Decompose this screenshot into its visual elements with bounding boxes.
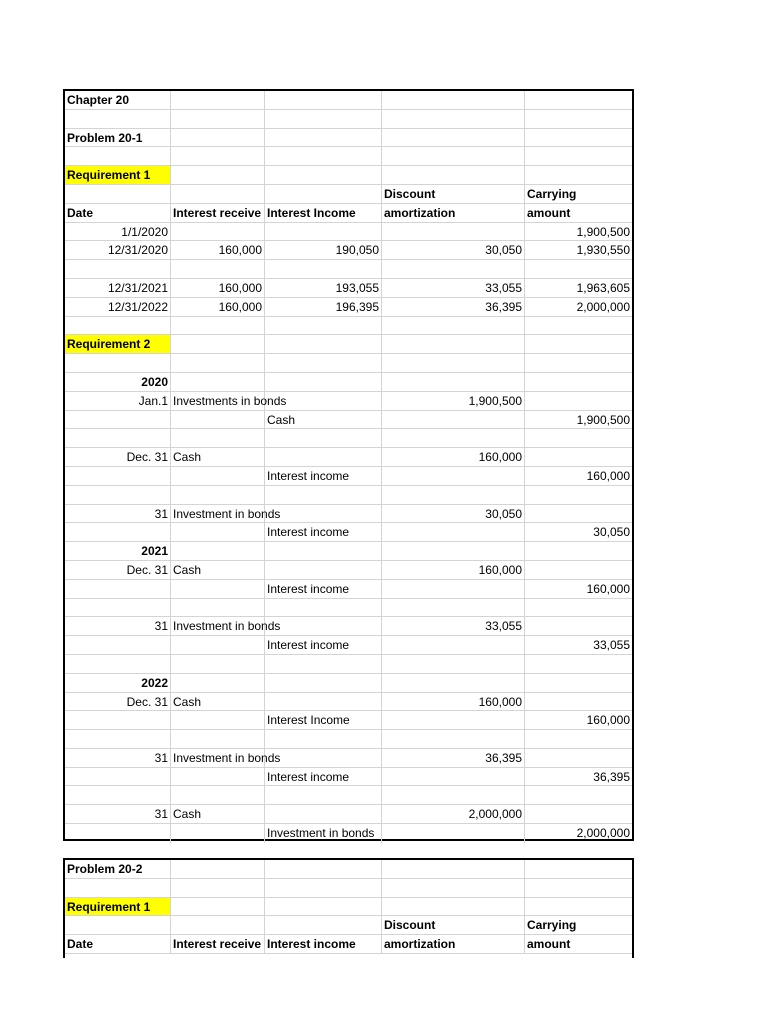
debit-account[interactable]: Investments in bonds (173, 393, 287, 408)
year-label[interactable]: 2021 (65, 542, 171, 560)
schedule-carrying[interactable]: 1,900,500 (576, 224, 630, 239)
debit-amount[interactable]: 1,900,500 (382, 392, 525, 410)
journal-row (65, 749, 632, 768)
debit-amount[interactable]: 36,395 (382, 749, 525, 767)
journal-row (65, 580, 632, 599)
header-interest-received[interactable]: Interest receive (171, 204, 265, 222)
credit-amount[interactable]: 30,050 (593, 525, 630, 540)
table-row (65, 279, 632, 298)
credit-account[interactable]: Cash (265, 411, 382, 429)
credit-account[interactable]: Interest income (265, 467, 382, 485)
journal-row (65, 467, 632, 486)
journal-row (65, 448, 632, 467)
debit-account[interactable]: Investment in bonds (173, 750, 281, 765)
journal-row (65, 617, 632, 636)
header-carrying[interactable]: Carrying (527, 186, 577, 201)
debit-amount[interactable]: 160,000 (382, 693, 525, 711)
journal-row (65, 768, 632, 787)
debit-account[interactable]: Cash (171, 448, 265, 466)
journal-row (65, 373, 632, 392)
debit-account[interactable]: Investment in bonds (173, 619, 281, 634)
schedule-carrying[interactable]: 1,930,550 (576, 243, 630, 258)
schedule-amortization[interactable]: 30,050 (382, 241, 525, 259)
sheet-row (65, 185, 632, 204)
journal-row (65, 805, 632, 824)
table-row (65, 298, 632, 317)
sheet-row (65, 91, 632, 110)
credit-amount[interactable]: 1,900,500 (576, 412, 630, 427)
credit-account[interactable]: Interest Income (265, 711, 382, 729)
sheet-row (65, 935, 632, 954)
header-carrying[interactable]: Carrying (527, 918, 577, 933)
schedule-received[interactable]: 160,000 (171, 298, 265, 316)
credit-account[interactable]: Interest income (265, 523, 382, 541)
problem-20-1-sheet (63, 89, 634, 841)
journal-row (65, 505, 632, 524)
table-row (65, 223, 632, 242)
table-row (65, 260, 632, 279)
journal-row (65, 411, 632, 430)
header-interest-income[interactable]: Interest Income (265, 204, 382, 222)
requirement-1-label[interactable]: Requirement 1 (65, 898, 171, 916)
schedule-received[interactable]: 160,000 (171, 279, 265, 297)
journal-row (65, 674, 632, 693)
schedule-date[interactable]: 12/31/2021 (65, 279, 171, 297)
empty-cell[interactable] (525, 91, 632, 109)
debit-amount[interactable]: 33,055 (382, 617, 525, 635)
credit-amount[interactable]: 33,055 (593, 638, 630, 653)
empty-cell[interactable] (171, 91, 265, 109)
schedule-amortization[interactable]: 36,395 (382, 298, 525, 316)
debit-account[interactable]: Investment in bonds (173, 506, 281, 521)
header-amortization[interactable]: amortization (382, 935, 525, 953)
schedule-received[interactable] (171, 223, 265, 241)
header-interest-received[interactable]: Interest receive (171, 935, 265, 953)
sheet-row (65, 916, 632, 935)
header-amount[interactable]: amount (527, 937, 571, 952)
schedule-carrying[interactable]: 2,000,000 (576, 299, 630, 314)
schedule-date[interactable]: 1/1/2020 (65, 223, 171, 241)
debit-amount[interactable]: 2,000,000 (382, 805, 525, 823)
schedule-income[interactable]: 190,050 (265, 241, 382, 259)
sheet-row (65, 129, 632, 148)
schedule-received[interactable]: 160,000 (171, 241, 265, 259)
empty-cell[interactable] (382, 91, 525, 109)
credit-amount[interactable]: 160,000 (586, 713, 630, 728)
problem-20-2-sheet (63, 858, 634, 958)
empty-cell[interactable] (265, 91, 382, 109)
journal-row (65, 392, 632, 411)
chapter-title[interactable]: Chapter 20 (65, 91, 171, 109)
sheet-row (65, 147, 632, 166)
schedule-amortization[interactable] (382, 223, 525, 241)
header-amortization[interactable]: amortization (382, 204, 525, 222)
sheet-row (65, 860, 632, 879)
entry-date[interactable]: Dec. 31 (65, 693, 171, 711)
journal-row (65, 711, 632, 730)
year-label[interactable]: 2020 (65, 373, 171, 391)
header-date[interactable]: Date (65, 935, 171, 953)
schedule-income[interactable] (265, 223, 382, 241)
year-label[interactable]: 2022 (65, 674, 171, 692)
credit-account[interactable]: Interest income (265, 580, 382, 598)
journal-row (65, 542, 632, 561)
debit-account[interactable]: Cash (171, 561, 265, 579)
sheet-row (65, 335, 632, 354)
sheet-row (65, 110, 632, 129)
journal-row (65, 561, 632, 580)
header-date[interactable]: Date (65, 204, 171, 222)
table-row (65, 241, 632, 260)
entry-date[interactable]: 31 (65, 749, 171, 767)
requirement-1-label[interactable]: Requirement 1 (65, 166, 171, 184)
credit-account[interactable]: Interest income (265, 636, 382, 654)
entry-date[interactable]: 31 (65, 505, 171, 523)
sheet-row (65, 898, 632, 917)
credit-amount[interactable]: 2,000,000 (576, 826, 630, 841)
debit-amount[interactable]: 160,000 (382, 448, 525, 466)
header-amount[interactable]: amount (527, 205, 571, 220)
debit-amount[interactable]: 30,050 (382, 505, 525, 523)
debit-account[interactable]: Cash (171, 693, 265, 711)
schedule-carrying[interactable]: 1,963,605 (576, 280, 630, 295)
schedule-income[interactable]: 196,395 (265, 298, 382, 316)
credit-amount[interactable]: 160,000 (586, 468, 630, 483)
entry-date[interactable]: Dec. 31 (65, 561, 171, 579)
entry-date[interactable]: 31 (65, 617, 171, 635)
schedule-date[interactable]: 12/31/2022 (65, 298, 171, 316)
debit-amount[interactable]: 160,000 (382, 561, 525, 579)
journal-row (65, 693, 632, 712)
requirement-2-label[interactable]: Requirement 2 (65, 335, 171, 353)
journal-row (65, 824, 632, 843)
sheet-row (65, 166, 632, 185)
schedule-income[interactable]: 193,055 (265, 279, 382, 297)
credit-account[interactable]: Investment in bonds (265, 824, 382, 843)
credit-account[interactable]: Interest income (265, 768, 382, 786)
entry-date[interactable]: Jan.1 (65, 392, 171, 410)
journal-row (65, 523, 632, 542)
schedule-date[interactable]: 12/31/2020 (65, 241, 171, 259)
schedule-amortization[interactable]: 33,055 (382, 279, 525, 297)
header-discount[interactable]: Discount (382, 916, 525, 934)
header-interest-income[interactable]: Interest income (265, 935, 382, 953)
debit-account[interactable]: Cash (171, 805, 265, 823)
journal-row (65, 636, 632, 655)
credit-amount[interactable]: 36,395 (593, 769, 630, 784)
problem-title[interactable]: Problem 20-1 (65, 129, 171, 147)
entry-date[interactable]: 31 (65, 805, 171, 823)
entry-date[interactable]: Dec. 31 (65, 448, 171, 466)
header-discount[interactable]: Discount (382, 185, 525, 203)
problem-title[interactable]: Problem 20-2 (65, 860, 171, 878)
sheet-row (65, 204, 632, 223)
credit-amount[interactable]: 160,000 (586, 581, 630, 596)
